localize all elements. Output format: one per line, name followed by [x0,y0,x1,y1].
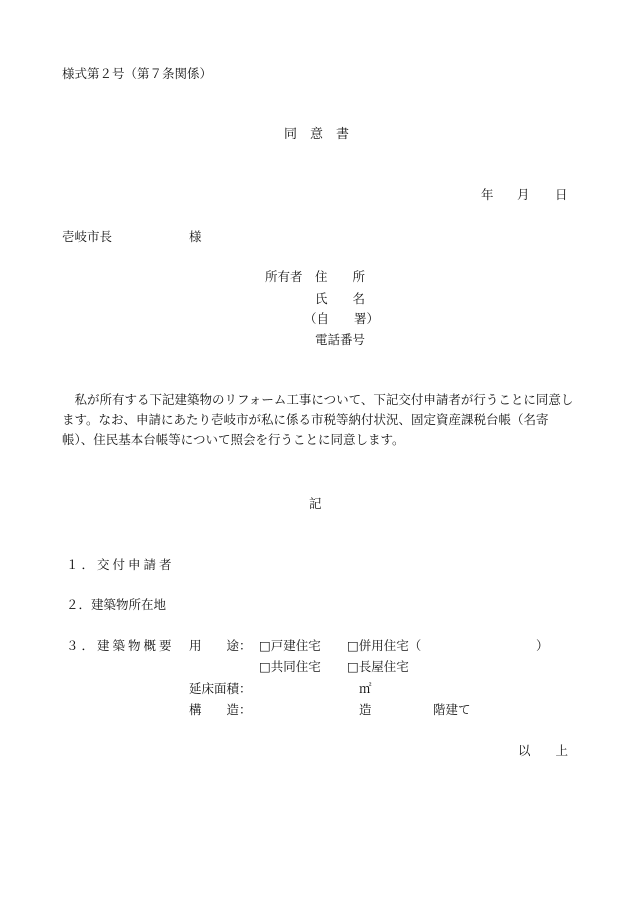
use-option-apartment-house[interactable]: □共同住宅 [259,659,321,674]
use-option-close-paren: ） [536,638,549,653]
item-building-overview: ３．建築物概要 [66,638,175,653]
use-option-detached-house[interactable]: □戸建住宅 [259,638,321,653]
owner-address-label: 住 所 [315,269,366,284]
floors-unit: 階建て [433,702,471,717]
owner-phone-label: 電話番号 [315,332,366,347]
form-label: 様式第２号（第７条関係） [62,66,213,81]
structure-label: 構 造： [189,702,252,717]
floor-area-unit: ㎡ [359,681,372,696]
item-building-location: ２．建築物所在地 [66,597,167,612]
consent-paragraph: 私が所有する下記建築物のリフォーム工事について、下記交付申請者が行うことに同意します。なお、申請にあたり壱岐市が私に係る市税等納付状況、固定資産課税台帳（名寄帳）、住民基本台帳等について照会を行うことに同意します。 [62,392,574,447]
addressee-honorific: 様 [189,229,202,244]
owner-name-label: 氏 名 [315,291,366,306]
addressee-name: 壱岐市長 [62,229,113,244]
ki-heading: 記 [309,496,322,511]
use-label: 用 途： [189,638,252,653]
date-year: 年 [481,187,494,202]
item-applicant: １．交付申請者 [66,557,175,572]
owner-label: 所有者 [265,269,303,284]
date-month: 月 [517,187,530,202]
use-option-mixed-use-house[interactable]: □併用住宅（ [347,638,422,653]
owner-signature-label: （自 署） [304,311,380,326]
floor-area-label: 延床面積： [189,681,252,696]
document-title: 同 意 書 [284,127,350,142]
date-day: 日 [555,187,568,202]
closing-mark: 以 上 [518,743,569,758]
use-option-row-house[interactable]: □長屋住宅 [347,659,409,674]
structure-unit: 造 [359,702,372,717]
